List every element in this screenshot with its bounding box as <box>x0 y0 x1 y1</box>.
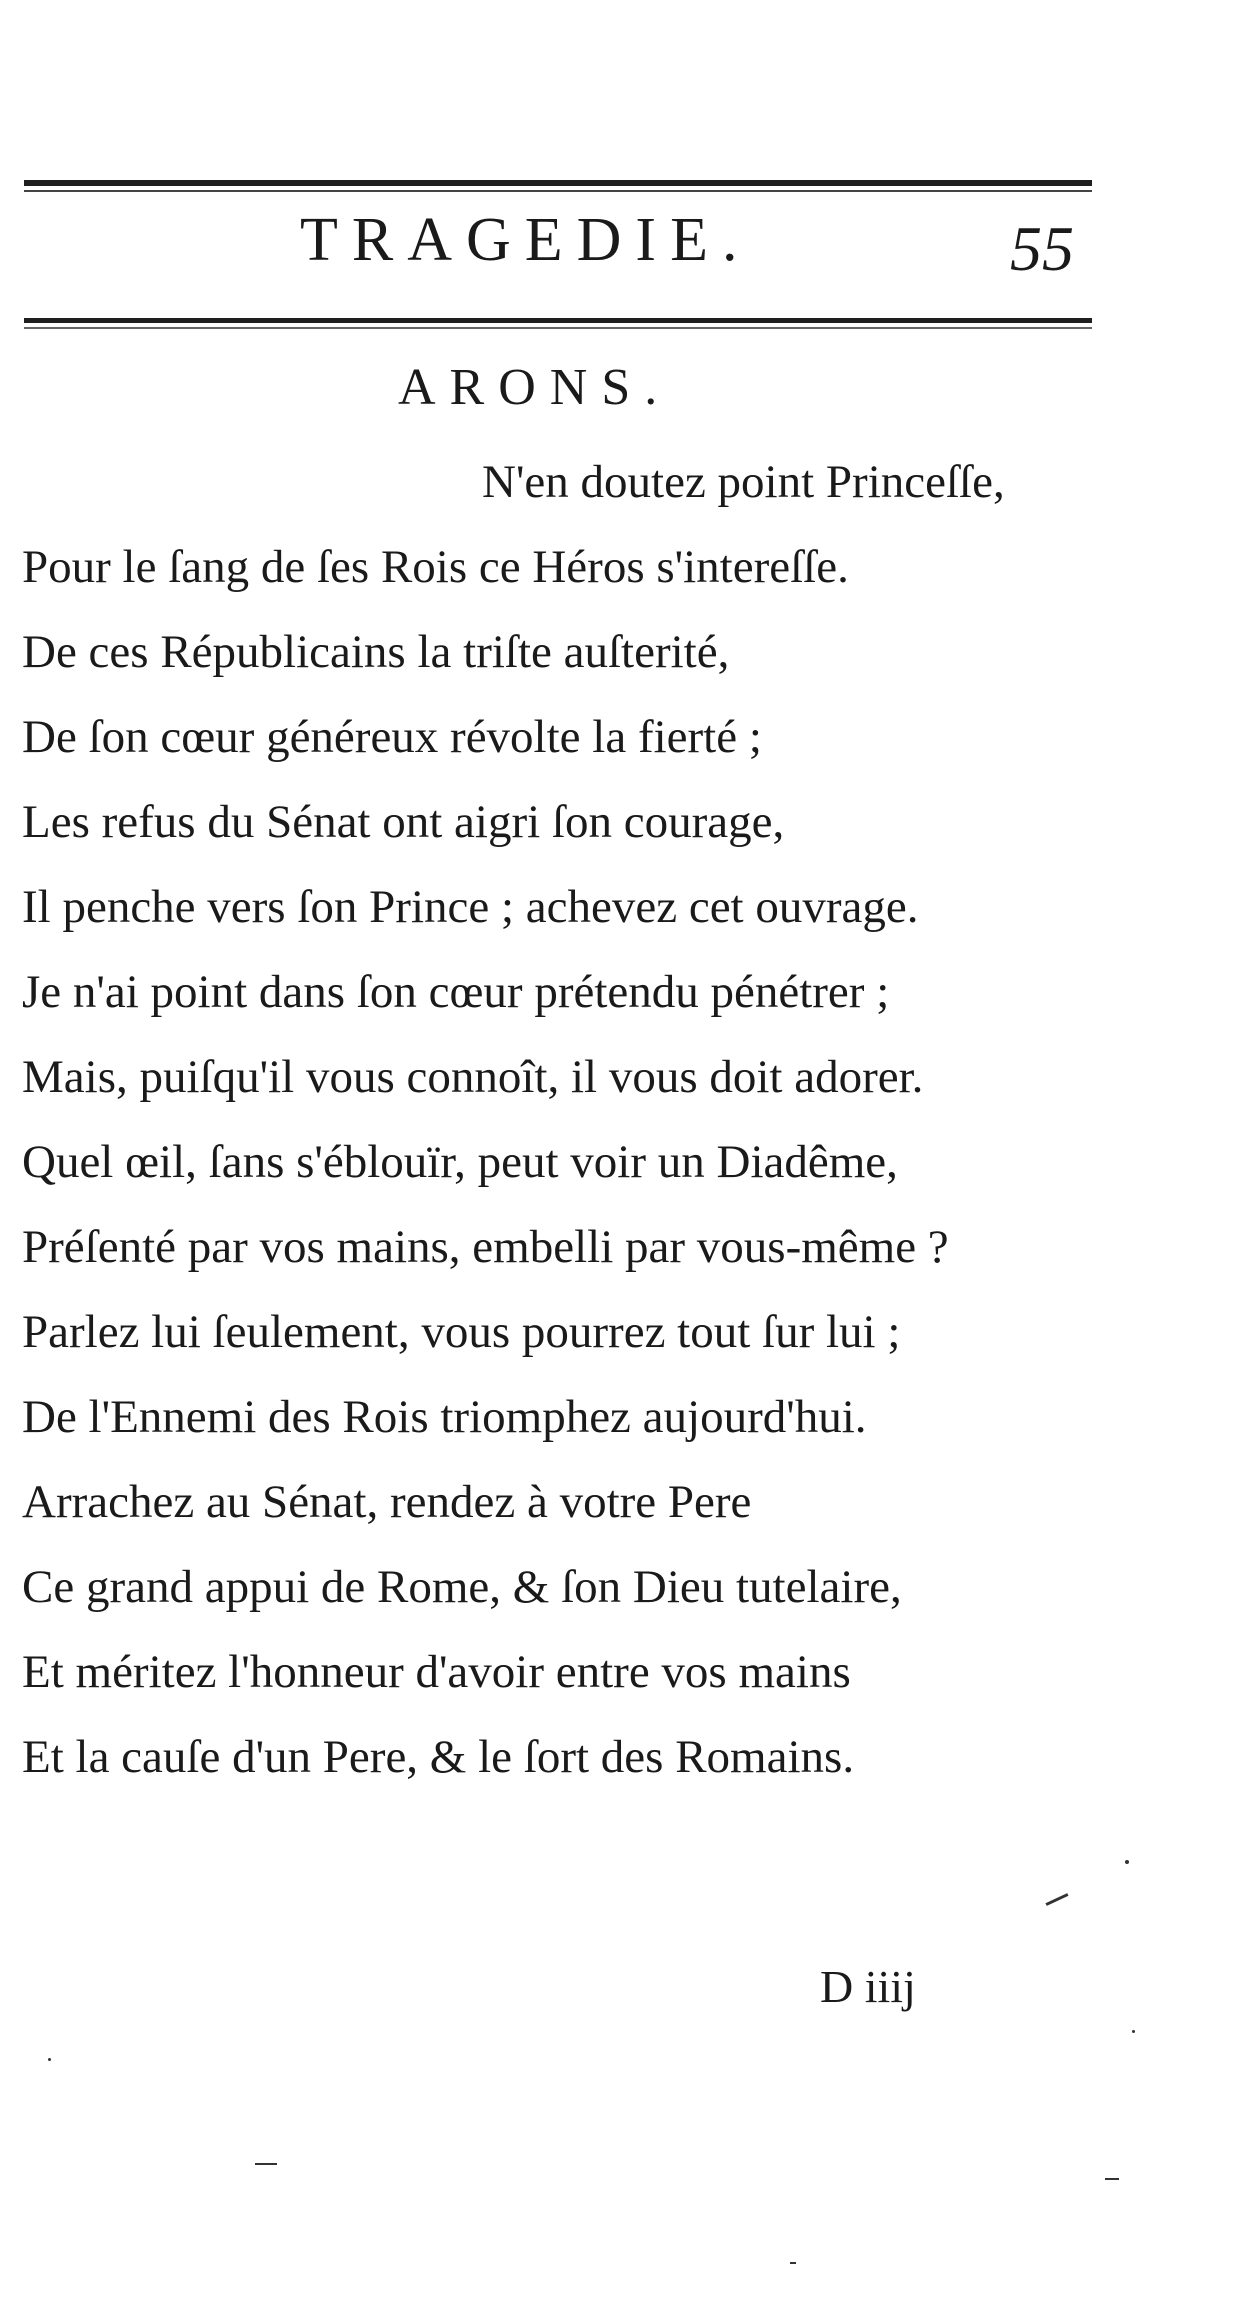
verse-line: Les refus du Sénat ont aigri ſon courage, <box>22 796 785 848</box>
paper-speck <box>790 2262 796 2264</box>
paper-speck <box>48 2058 51 2061</box>
verse-block <box>22 440 1082 1800</box>
signature-mark: D iiij <box>820 1961 916 2012</box>
verse-line: De ces Républicains la triſte auſterité, <box>22 626 730 678</box>
verse-line: De ſon cœur généreux révolte la fierté ; <box>22 711 762 763</box>
verse-line: Ce grand appui de Rome, & ſon Dieu tutelaire, <box>22 1561 902 1613</box>
verse-line: Parlez lui ſeulement, vous pourrez tout ſur lui ; <box>22 1306 901 1358</box>
paper-speck <box>255 2163 277 2165</box>
header-rule-top-thin <box>24 190 1092 192</box>
verse-line: De l'Ennemi des Rois triomphez aujourd'hui. <box>22 1391 867 1443</box>
verse-line: Il penche vers ſon Prince ; achevez cet ouvrage. <box>22 881 919 933</box>
running-title: TRAGEDIE. <box>300 206 752 274</box>
page-number: 55 <box>1010 213 1074 284</box>
verse-line: Et la cauſe d'un Pere, & le ſort des Romains. <box>22 1731 855 1783</box>
paper-speck <box>1045 1893 1068 1906</box>
verse-line: Et méritez l'honneur d'avoir entre vos mains <box>22 1646 851 1698</box>
header-rule-bottom <box>24 318 1092 323</box>
paper-speck <box>1125 1860 1129 1864</box>
header-rule-bottom-thin <box>24 327 1092 329</box>
verse-line: Pour le ſang de ſes Rois ce Héros s'intereſſe. <box>22 541 849 593</box>
speaker-name: ARONS. <box>398 359 672 416</box>
header-rule-top <box>24 180 1092 186</box>
verse-line: Je n'ai point dans ſon cœur prétendu pénétrer ; <box>22 966 890 1018</box>
verse-line: Quel œil, ſans s'éblouïr, peut voir un Diadême, <box>22 1136 898 1188</box>
verse-line: Préſenté par vos mains, embelli par vous-même ? <box>22 1221 949 1273</box>
verse-line: Arrachez au Sénat, rendez à votre Pere <box>22 1476 752 1528</box>
paper-speck <box>1105 2178 1119 2180</box>
verse-line: Mais, puiſqu'il vous connoît, il vous doit adorer. <box>22 1051 924 1103</box>
paper-speck <box>1132 2030 1135 2033</box>
verse-line: N'en doutez point Princeſſe, <box>482 456 1005 508</box>
